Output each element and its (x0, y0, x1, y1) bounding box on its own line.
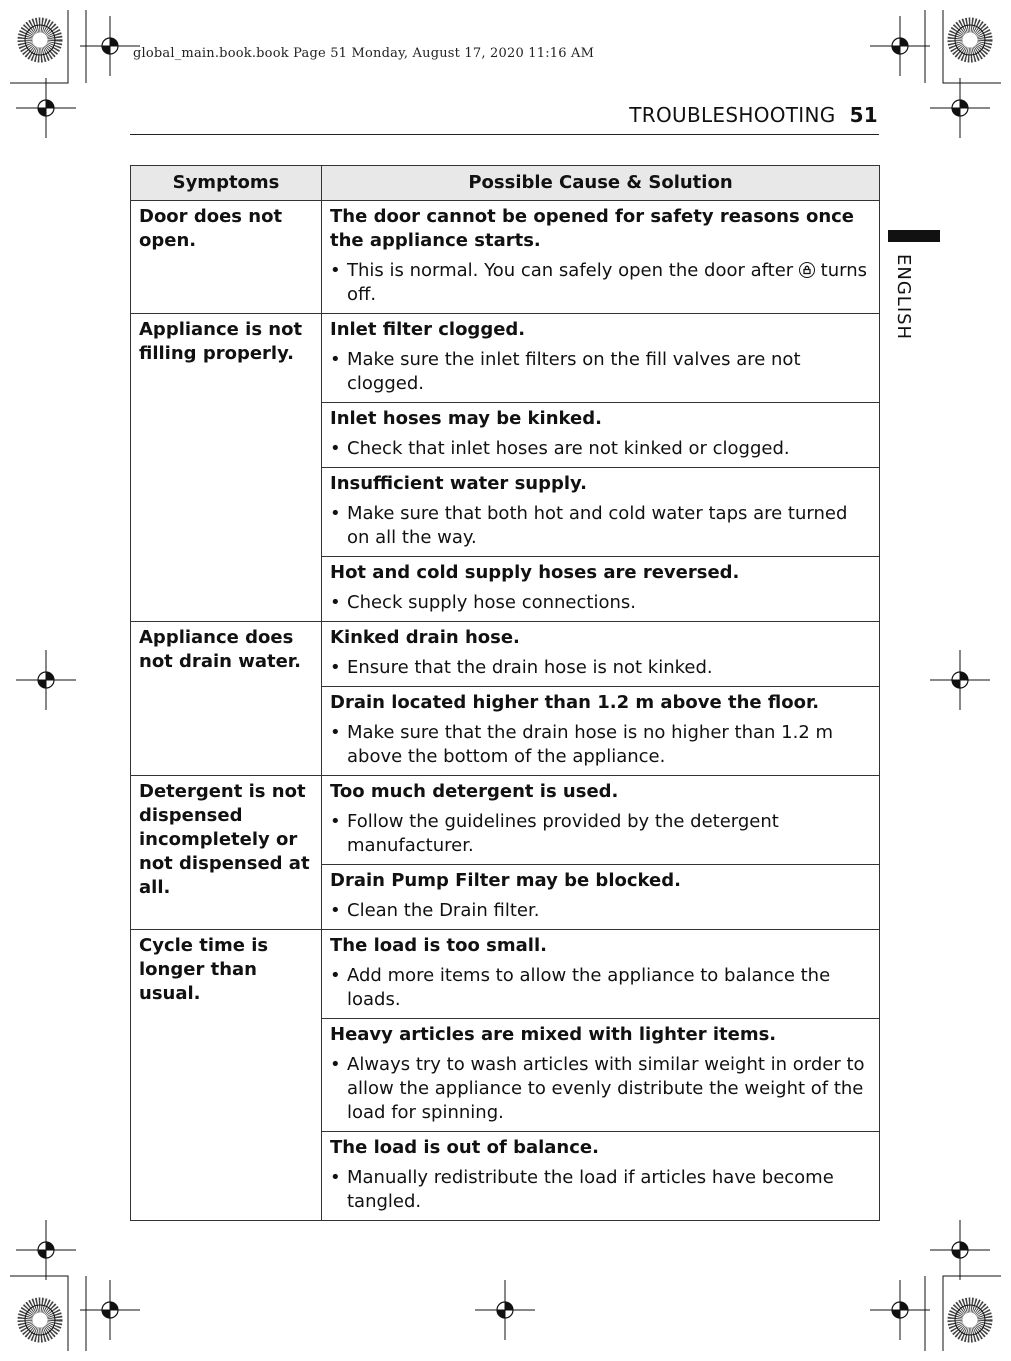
solution-item (330, 721, 871, 769)
solution-item (330, 899, 871, 923)
solution-text: Make sure that the drain hose is no higher than 1.2 m above the bottom of the appliance. (347, 722, 834, 767)
solution-item (330, 656, 871, 680)
cause-title: Drain Pump Filter may be blocked. (330, 870, 681, 891)
cause-cell (322, 468, 880, 557)
cause-cell (322, 557, 880, 622)
solution-text: Ensure that the drain hose is not kinked. (347, 657, 713, 678)
solution-text: Make sure the inlet filters on the fill valves are not clogged. (347, 349, 801, 394)
solution-text: Add more items to allow the appliance to balance the loads. (347, 965, 831, 1010)
cause-title: Heavy articles are mixed with lighter items. (330, 1024, 777, 1045)
solution-text: Check that inlet hoses are not kinked or clogged. (347, 438, 790, 459)
table-header-row (131, 166, 880, 201)
solution-item (330, 591, 871, 615)
symptom-cell: Cycle time is longer than usual. (131, 930, 322, 1221)
bullet: • (330, 722, 341, 743)
language-tab-label: ENGLISH (893, 254, 914, 341)
symptom-cell: Door does not open. (131, 201, 322, 314)
cause-title: Drain located higher than 1.2 m above the floor. (330, 692, 820, 713)
page-number: 51 (849, 103, 878, 127)
solution-text-after-icon: turns off. (347, 260, 867, 305)
cause-cell (322, 314, 880, 403)
cause-cell (322, 1019, 880, 1132)
language-tab-bar (888, 230, 940, 242)
cause-title: Hot and cold supply hoses are reversed. (330, 562, 740, 583)
cause-title: The load is out of balance. (330, 1137, 599, 1158)
header-rule (130, 134, 879, 135)
solution-item (330, 1166, 871, 1214)
bullet: • (330, 965, 341, 986)
cause-column-header: Possible Cause & Solution (322, 166, 880, 201)
table-row (131, 930, 880, 1019)
cause-title: Kinked drain hose. (330, 627, 520, 648)
table-row (131, 776, 880, 865)
door-lock-icon (799, 262, 815, 278)
solution-item (330, 502, 871, 550)
symptom-cell: Appliance does not drain water. (131, 622, 322, 776)
solution-text: Manually redistribute the load if articles have become tangled. (347, 1167, 834, 1212)
cause-cell (322, 201, 880, 314)
table-row (131, 201, 880, 314)
solution-item (330, 964, 871, 1012)
cause-title: Insufficient water supply. (330, 473, 587, 494)
section-title: TROUBLESHOOTING (629, 103, 836, 127)
bullet: • (330, 503, 341, 524)
bullet: • (330, 657, 341, 678)
cause-title: The door cannot be opened for safety reasons once the appliance starts. (330, 206, 855, 251)
solution-text: Clean the Drain filter. (347, 900, 540, 921)
table-body (131, 201, 880, 1221)
solution-text: Follow the guidelines provided by the detergent manufacturer. (347, 811, 779, 856)
table-row (131, 314, 880, 403)
bullet: • (330, 260, 341, 281)
cause-cell (322, 1132, 880, 1221)
bullet: • (330, 592, 341, 613)
cause-title: Inlet hoses may be kinked. (330, 408, 602, 429)
cause-cell (322, 776, 880, 865)
cause-cell (322, 403, 880, 468)
bullet: • (330, 811, 341, 832)
solution-item (330, 259, 871, 307)
solution-item (330, 348, 871, 396)
solution-text: Check supply hose connections. (347, 592, 636, 613)
troubleshooting-table (130, 165, 880, 1221)
symptom-cell: Appliance is not filling properly. (131, 314, 322, 622)
solution-item (330, 1053, 871, 1125)
cause-title: The load is too small. (330, 935, 547, 956)
symptoms-column-header: Symptoms (131, 166, 322, 201)
bullet: • (330, 438, 341, 459)
cause-title: Inlet filter clogged. (330, 319, 526, 340)
solution-item (330, 810, 871, 858)
cause-title: Too much detergent is used. (330, 781, 619, 802)
print-slug-line: global_main.book.book Page 51 Monday, August 17, 2020 11:16 AM (133, 46, 595, 61)
solution-text-before-icon: This is normal. You can safely open the door after (347, 260, 794, 281)
page-header (629, 103, 878, 127)
bullet: • (330, 1054, 341, 1075)
solution-text (347, 259, 871, 307)
cause-cell (322, 930, 880, 1019)
bullet: • (330, 900, 341, 921)
solution-item (330, 437, 871, 461)
solution-text: Make sure that both hot and cold water taps are turned on all the way. (347, 503, 848, 548)
cause-cell (322, 687, 880, 776)
bullet: • (330, 349, 341, 370)
cause-cell (322, 865, 880, 930)
solution-text: Always try to wash articles with similar weight in order to allow the appliance to evenly distribute the weight of the load for spinning. (347, 1054, 865, 1123)
symptom-cell: Detergent is not dispensed incompletely or not dispensed at all. (131, 776, 322, 930)
table-row (131, 622, 880, 687)
bullet: • (330, 1167, 341, 1188)
cause-cell (322, 622, 880, 687)
